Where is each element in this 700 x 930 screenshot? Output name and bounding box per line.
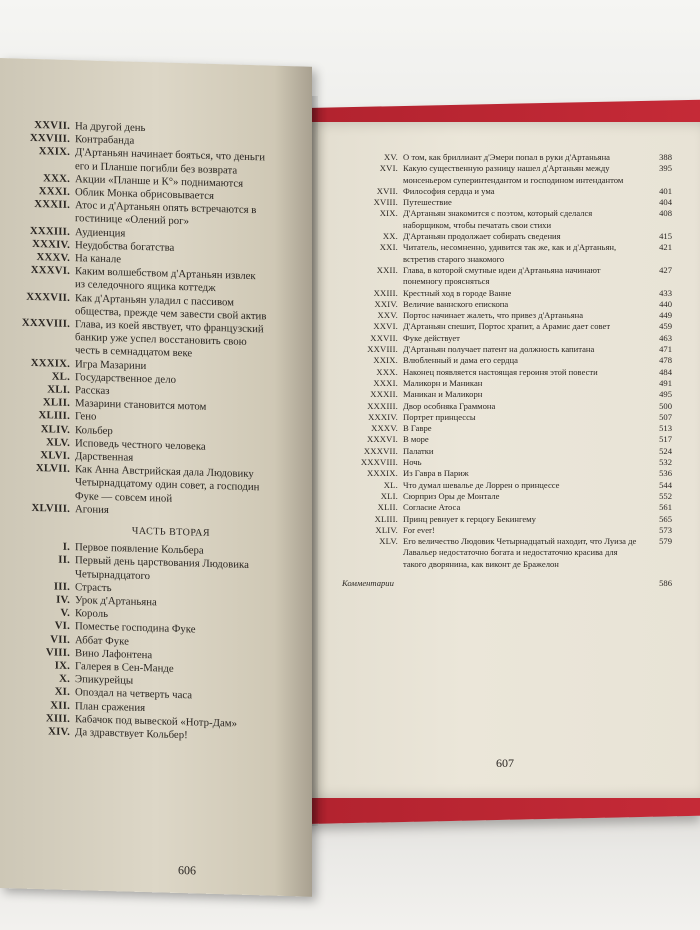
chapter-number: XLI. (380, 490, 398, 501)
toc-entry (312, 378, 672, 389)
chapter-number: XXVI. (373, 321, 398, 332)
chapter-page (268, 376, 296, 377)
chapter-title: В море (403, 434, 429, 445)
chapter-number: III. (53, 580, 70, 593)
toc-entry (312, 446, 672, 457)
chapter-number: XLVII. (35, 462, 70, 476)
chapter-number: XXII. (376, 264, 398, 275)
toc-entry (312, 208, 672, 231)
chapter-number: V. (60, 606, 70, 620)
chapter-title: For ever! (403, 524, 435, 535)
chapter-number: XLV. (46, 436, 70, 449)
chapter-title: Исповедь честного человека (75, 436, 206, 453)
toc-entry (312, 434, 672, 445)
chapter-title: Да здравствует Кольбер! (75, 726, 188, 742)
chapter-number: XXXI. (38, 185, 70, 198)
chapter-page: 513 (659, 423, 672, 434)
chapter-title: На канале (75, 252, 122, 266)
left-toc (6, 118, 296, 745)
chapter-number: I. (62, 540, 70, 554)
chapter-number: XVI. (379, 163, 398, 174)
chapter-number: XXXIII. (29, 224, 70, 238)
chapter-number: XLVI. (40, 449, 70, 463)
toc-entry (312, 344, 672, 355)
chapter-page: 421 (659, 242, 672, 253)
chapter-page: 561 (659, 502, 672, 513)
chapter-number: VII. (50, 632, 70, 646)
chapter-number: XXXV. (371, 423, 398, 434)
chapter-title: Галерея в Сен-Манде (75, 660, 174, 675)
chapter-title: Маликорн и Маникан (403, 377, 483, 388)
chapter-page (268, 652, 296, 653)
toc-entry (312, 468, 672, 479)
chapter-page (268, 324, 296, 325)
chapter-number: XXXVII. (26, 290, 70, 304)
left-folio: 606 (178, 862, 196, 878)
chapter-number: XLVIII. (31, 501, 70, 515)
chapter-page (268, 152, 296, 153)
chapter-number: XXI. (379, 242, 398, 253)
toc-entry (312, 525, 672, 536)
chapter-number: XIII. (45, 712, 70, 725)
chapter-number: XXXII. (370, 389, 398, 400)
toc-entry (312, 514, 672, 525)
chapter-title: Принц ревнует к герцогу Бекингему (403, 513, 536, 524)
toc-entry (312, 265, 672, 288)
chapter-title: Ночь (403, 457, 422, 468)
toc-entry (312, 457, 672, 468)
chapter-page (268, 456, 296, 457)
chapter-number: IV. (56, 593, 70, 606)
chapter-title: Гено (75, 410, 97, 424)
chapter-title: Государственное дело (75, 370, 176, 386)
chapter-page: 573 (659, 524, 672, 535)
chapter-number: XIV. (48, 725, 70, 738)
chapter-page (268, 125, 296, 126)
chapter-page (268, 205, 296, 206)
chapter-number: XII. (50, 698, 70, 712)
chapter-title: Маникан и Маликорн (403, 389, 483, 400)
chapter-title: Какую существенную разницу нашел д'Артаньян между монсеньером суперинтендантом и господином интендантом (403, 163, 624, 185)
chapter-number: X. (59, 672, 70, 686)
toc-entry (312, 163, 672, 186)
chapter-page: 495 (659, 389, 672, 400)
chapter-title: Палатки (403, 445, 434, 456)
chapter-title: Первый день царствования Людовика Четырнадцатого (75, 554, 249, 582)
chapter-number: XLIV. (40, 422, 70, 436)
chapter-number: XXXVII. (363, 445, 398, 456)
chapter-title: Неудобства богатства (75, 238, 175, 254)
chapter-number: XXXV. (36, 251, 70, 264)
chapter-title: Наконец появляется настоящая героиня этой повести (403, 366, 598, 377)
chapter-number: II. (58, 553, 70, 567)
chapter-title: Аудиенция (75, 225, 126, 240)
chapter-title: Из Гавра в Париж (403, 468, 469, 479)
chapter-title: Вино Лафонтена (75, 646, 153, 661)
chapter-page (268, 271, 296, 272)
chapter-page: 388 (659, 152, 672, 162)
chapter-page (268, 547, 296, 548)
chapter-page (268, 586, 296, 587)
chapter-page: 459 (659, 321, 672, 332)
toc-entry (312, 367, 672, 378)
chapter-number: XXXII. (34, 198, 70, 212)
toc-entry (312, 536, 672, 570)
right-folio: 607 (496, 756, 514, 770)
chapter-number: XXX. (376, 366, 398, 377)
chapter-number: VI. (54, 619, 70, 633)
chapter-page (268, 442, 296, 443)
toc-entry (312, 401, 672, 412)
chapter-page (268, 403, 296, 404)
chapter-number: XV. (383, 152, 398, 162)
chapter-page: 484 (659, 366, 672, 377)
chapter-page (268, 244, 296, 245)
chapter-title: Облик Монка обрисовывается (75, 186, 214, 202)
chapter-page (268, 429, 296, 430)
chapter-page: 536 (659, 468, 672, 479)
chapter-title: Аббат Фуке (75, 633, 129, 648)
chapter-title: На другой день (75, 120, 146, 135)
chapter-title: Глава, из коей явствует, что французский банкир уже успел восстановить свою честь в семнадцатом веке (75, 318, 264, 360)
chapter-number: XXXIII. (367, 400, 398, 411)
chapter-page: 440 (659, 298, 672, 309)
chapter-page: 463 (659, 332, 672, 343)
toc-entry (312, 152, 672, 163)
chapter-page: 552 (659, 490, 672, 501)
chapter-number: XIX. (379, 208, 398, 219)
chapter-number: XXXIV. (368, 411, 398, 422)
chapter-page (268, 390, 296, 391)
toc-entry (312, 502, 672, 513)
chapter-title: Читатель, несомненно, удивится так же, как и д'Артаньян, встретив старого знакомого (403, 242, 617, 264)
chapter-page: 478 (659, 355, 672, 366)
chapter-number: XXXVIII. (21, 316, 70, 331)
chapter-number: XI. (54, 685, 70, 699)
chapter-title: Путешествие (403, 197, 452, 208)
chapter-page (268, 679, 296, 680)
chapter-page (268, 705, 296, 706)
chapter-page (268, 718, 296, 719)
part-heading: ЧАСТЬ ВТОРАЯ (131, 525, 211, 539)
chapter-page: 524 (659, 445, 672, 456)
chapter-title: Двор особняка Граммона (403, 400, 496, 411)
chapter-page (268, 639, 296, 640)
chapter-title: Крестный ход в городе Ванне (403, 287, 512, 298)
chapter-title: Д'Артаньян спешит, Портос храпит, а Арамис дает совет (403, 321, 611, 332)
toc-entry (312, 423, 672, 434)
chapter-number: XXXVI. (30, 264, 70, 278)
chapter-number: XLIII. (38, 409, 70, 423)
chapter-number: XXVIII. (29, 132, 70, 146)
toc-entry (312, 186, 672, 197)
toc-entry (312, 491, 672, 502)
chapter-number: XXIX. (373, 355, 398, 366)
chapter-title: Фуке действует (403, 332, 460, 343)
chapter-title: Согласие Атоса (403, 502, 461, 513)
right-toc-list (312, 152, 672, 570)
comments-label: Комментарии (342, 577, 394, 588)
chapter-title: Рассказ (75, 384, 110, 398)
chapter-page (268, 692, 296, 693)
chapter-page: 491 (659, 377, 672, 388)
chapter-page (268, 363, 296, 364)
chapter-page: 395 (659, 163, 672, 174)
toc-entry (312, 242, 672, 265)
chapter-page: 427 (659, 264, 672, 275)
chapter-page: 532 (659, 457, 672, 468)
chapter-title: Контрабанда (75, 133, 135, 147)
chapter-number: VIII. (45, 646, 70, 659)
chapter-page: 401 (659, 185, 672, 196)
chapter-title: Д'Артаньян получает патент на должность капитана (403, 344, 595, 355)
toc-entry (312, 299, 672, 310)
chapter-title: Акции «Планше и К°» поднимаются (75, 172, 244, 190)
chapter-page: 408 (659, 208, 672, 219)
chapter-number: XXXIX. (366, 468, 398, 479)
chapter-page: 449 (659, 310, 672, 321)
chapter-number: XL. (383, 479, 398, 490)
chapter-number: XXIX. (38, 145, 70, 159)
chapter-number: XLIV. (375, 524, 398, 535)
chapter-title: Урок д'Артаньяна (75, 594, 157, 609)
chapter-page: 500 (659, 400, 672, 411)
left-page (0, 58, 312, 897)
chapter-page (268, 560, 296, 561)
chapter-title: Агония (75, 502, 109, 516)
chapter-title: Поместье господина Фуке (75, 620, 196, 636)
chapter-title: Портос начинает жалеть, что привез д'Артаньяна (403, 310, 584, 321)
chapter-number: XLII. (377, 502, 398, 513)
comments-page: 586 (659, 577, 672, 588)
chapter-page (268, 731, 296, 732)
chapter-number: XXXVI. (366, 434, 398, 445)
chapter-number: XXV. (377, 310, 398, 321)
chapter-title: Сюрприз Оры де Монтале (403, 490, 500, 501)
chapter-title: Как Анна Австрийская дала Людовику Четырнадцатому один совет, а господин Фуке — совсем иной (75, 463, 260, 505)
chapter-title: Дарственная (75, 450, 134, 464)
chapter-number: XX. (382, 231, 398, 242)
right-toc (312, 152, 672, 589)
chapter-page (268, 626, 296, 627)
comments-row (312, 578, 672, 589)
chapter-title: Д'Артаньян начинает бояться, что деньги его и Планше погибли без возврата (75, 146, 266, 177)
chapter-number: XXVIII. (367, 344, 398, 355)
left-toc-list-part2 (6, 539, 296, 745)
chapter-page (268, 508, 296, 509)
chapter-number: XLI. (47, 383, 70, 397)
chapter-title: В Гавре (403, 423, 432, 434)
chapter-page (268, 297, 296, 298)
chapter-title: Д'Артаньян знакомится с поэтом, который сделался наборщиком, чтобы печатать свои стихи (403, 208, 593, 230)
chapter-page: 565 (659, 513, 672, 524)
chapter-page (268, 416, 296, 417)
toc-entry (312, 355, 672, 366)
toc-entry (312, 333, 672, 344)
chapter-number: XXIII. (373, 287, 398, 298)
chapter-number: XVII. (376, 185, 398, 196)
chapter-title: Атос и д'Артаньян опять встречаются в гостинице «Олений рог» (75, 199, 257, 228)
chapter-page: 471 (659, 344, 672, 355)
chapter-page (268, 178, 296, 179)
chapter-number: XXXIX. (30, 356, 70, 370)
chapter-page: 579 (659, 536, 672, 547)
chapter-number: XXIV. (374, 298, 398, 309)
chapter-title: Как д'Артаньян уладил с пассивом общества, прежде чем завести свой актив (75, 291, 267, 323)
chapter-page (268, 613, 296, 614)
chapter-number: XLII. (42, 396, 70, 410)
chapter-title: Что думал шевалье де Лоррен о принцессе (403, 479, 560, 490)
chapter-title: Эпикурейцы (75, 673, 134, 687)
chapter-title: Кабачок под вывеской «Нотр-Дам» (75, 712, 238, 730)
chapter-number: XXX. (43, 172, 70, 185)
chapter-page: 507 (659, 411, 672, 422)
chapter-page (268, 192, 296, 193)
toc-entry (312, 321, 672, 332)
chapter-title: Влюбленный и дама его сердца (403, 355, 518, 366)
chapter-page (268, 231, 296, 232)
chapter-title: Игра Мазарини (75, 357, 147, 372)
chapter-number: XXXVIII. (360, 457, 398, 468)
toc-entry (312, 412, 672, 423)
chapter-page: 433 (659, 287, 672, 298)
chapter-title: Мазарини становится мотом (75, 397, 207, 414)
chapter-page (268, 599, 296, 600)
chapter-number: XLV. (379, 536, 398, 547)
toc-entry (312, 231, 672, 242)
chapter-title: Величие ваннского епископа (403, 298, 509, 309)
chapter-number: XLIII. (374, 513, 398, 524)
chapter-title: Первое появление Кольбера (75, 541, 204, 557)
chapter-page: 544 (659, 479, 672, 490)
chapter-page (268, 258, 296, 259)
toc-entry (312, 197, 672, 208)
chapter-page (268, 139, 296, 140)
chapter-number: XXXI. (373, 377, 398, 388)
chapter-number: XXVII. (34, 118, 70, 132)
toc-entry (312, 480, 672, 491)
chapter-title: Его величество Людовик Четырнадцатый находит, что Луиза де Лавальер недостаточно богата и недостаточно красива для такого дворянина, как виконт де Бражелон (403, 536, 637, 569)
toc-entry (312, 288, 672, 299)
chapter-page: 415 (659, 231, 672, 242)
chapter-page (268, 665, 296, 666)
chapter-page: 404 (659, 197, 672, 208)
chapter-title: О том, как бриллиант д'Эмери попал в руки д'Артаньяна (403, 152, 611, 162)
toc-entry (312, 389, 672, 400)
chapter-title: Каким волшебством д'Артаньян извлек из селедочного ящика коттедж (75, 265, 256, 295)
chapter-title: План сражения (75, 699, 146, 714)
chapter-page (268, 469, 296, 470)
chapter-page: 517 (659, 434, 672, 445)
chapter-title: Кольбер (75, 423, 113, 437)
chapter-title: Портрет принцессы (403, 411, 476, 422)
toc-entry (312, 310, 672, 321)
chapter-number: XVIII. (373, 197, 398, 208)
chapter-title: Страсть (75, 580, 112, 594)
chapter-number: XXXIV. (32, 237, 70, 251)
chapter-number: XXVII. (370, 332, 398, 343)
chapter-number: XL. (51, 370, 70, 383)
chapter-title: Д'Артаньян продолжает собирать сведения (403, 231, 561, 242)
chapter-title: Опоздал на четверть часа (75, 686, 193, 702)
chapter-title: Король (75, 607, 109, 621)
chapter-title: Философия сердца и ума (403, 185, 495, 196)
chapter-number: IX. (54, 659, 70, 672)
chapter-title: Глава, в которой смутные идеи д'Артаньяна начинают понемногу проясняться (403, 264, 601, 287)
left-toc-list (6, 118, 296, 522)
